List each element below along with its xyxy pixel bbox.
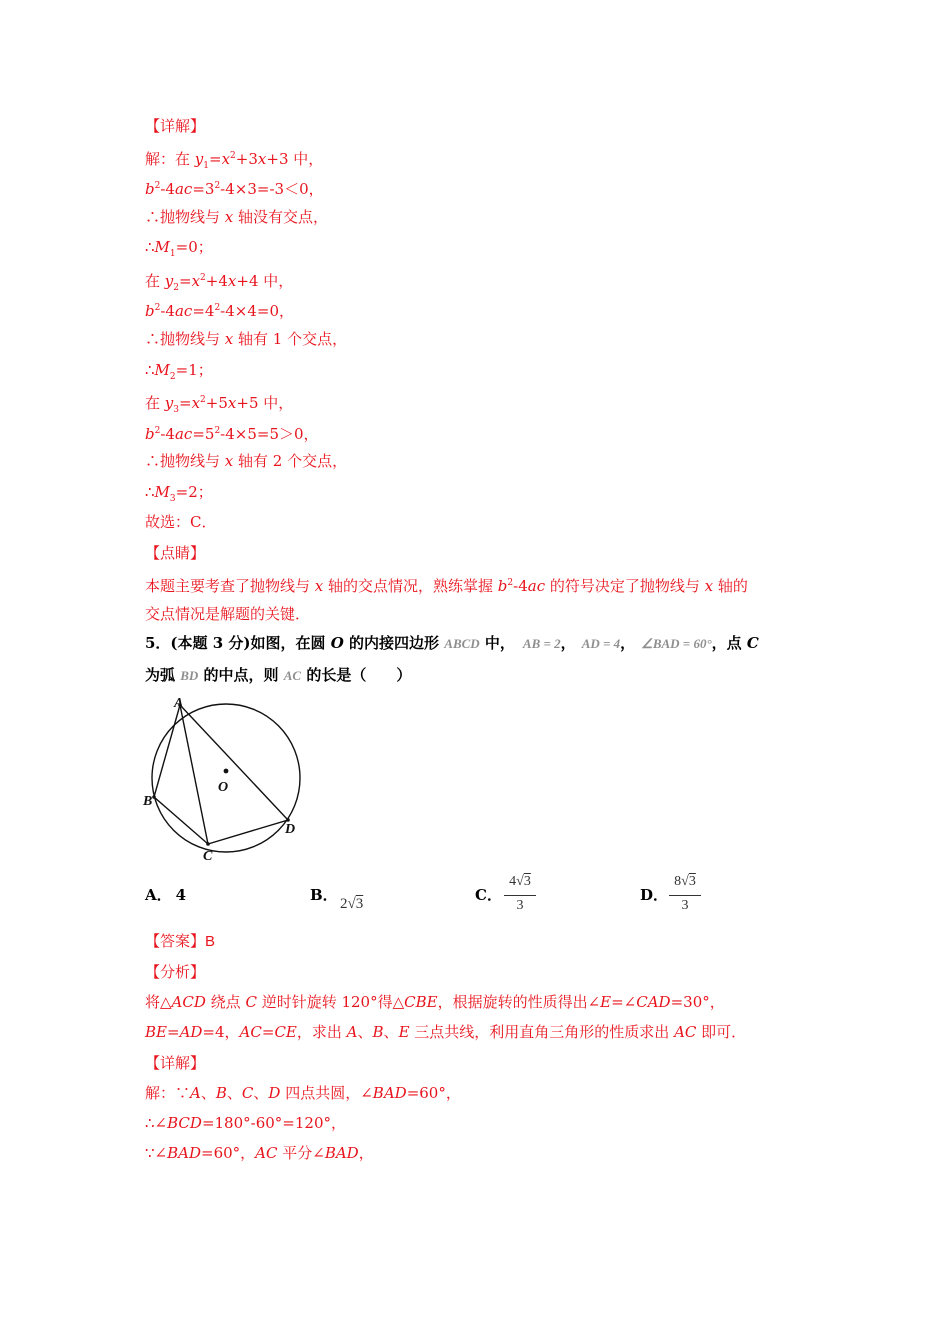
detail-line-2: ∴∠BCD=180°-60°=120°， [145, 1114, 346, 1132]
comment-line-1: 本题主要考查了抛物线与 x 轴的交点情况，熟练掌握 $b^2-4ac$ 的符号决定了抛物线与 x 轴的 [145, 577, 748, 595]
detail-heading: 【详解】 [145, 117, 206, 135]
label-d: D [285, 822, 296, 837]
circle-quadrilateral-figure [140, 692, 310, 867]
question-5-line-1: 5．(本题 3 分)如图，在圆 O 的内接四边形 ABCD 中， AB = 2， AD = 4， ∠BAD = 60°，点 C [145, 634, 759, 652]
label-o: O [218, 780, 229, 795]
option-b[interactable]: B． [310, 886, 338, 904]
option-d[interactable]: D． [640, 886, 669, 904]
solution-line-2: $b^2-4ac=3^2-4\times 3=-3<0$， [145, 180, 324, 198]
solution-line-4: $\therefore M_1=0$； [145, 238, 213, 259]
analysis-heading: 【分析】 [145, 963, 206, 981]
question-5-line-2: 为弧 BD 的中点，则 AC 的长是（ ） [145, 666, 412, 684]
detail-line-1: 解：∵A、B、C、D 四点共圆，∠BAD=60°， [145, 1084, 461, 1102]
center-point-o [224, 769, 229, 774]
analysis-line-2: BE=AD=4，AC=CE，求出 A、B、E 三点共线，利用直角三角形的性质求出 AC 即可． [145, 1023, 747, 1041]
solution-line-5: 在 $y_2=x^2+4x+4$ 中， [145, 272, 294, 293]
vertex-b-dot [152, 795, 156, 799]
solution-line-12: $\therefore M_3=2$； [145, 483, 213, 504]
solution-line-11: ∴抛物线与 x 轴有 2 个交点， [145, 452, 348, 470]
option-a[interactable]: A． 4 [145, 886, 187, 904]
page: 【详解】 解：在 $y_1=x^2+3x+3$ 中， $b^2-4ac=3^2-4\times 3=-3<0$， ∴抛物线与 x 轴没有交点， $\therefore M_1=0$； 在 $y_2=x^2+4x+4$ 中， $b^2-4ac=4^2-4\times 4=0$， ∴抛物线与 x 轴有 1 个交点， $\therefore M_2=1$； 在 $y_3=x^2+5x+5$ 中， $b^2-4ac=5^2-4\times 5=5>0$， ∴抛物线与 x 轴有 2 个交点， $\therefore M_3=2$； 故选：C． 【点睛】 本题主要考查了抛物线与 x 轴的交点情况，熟练掌握 $b^2-4ac$ 的符号决定了抛物线与 x 轴的 交点情况是解题的关键． 5．(本题 3 分)如图，在圆 O 的内接四边形 ABCD 中， AB = 2， AD = 4， ∠BAD = 60°，点 C 为弧 BD 的中点，则 AC 的长是（ ） A B C D O A． 4 B． 2√3 C． 4√3 3 D． 8√3 3 【答案】B 【分析】 将△ACD 绕点 C 逆时针旋转 120°得△CBE，根据旋转的性质得出∠E=∠CAD=30°， BE=AD=4，AC=CE，求出 A、B、E 三点共线，利用直角三角形的性质求出 AC 即可． 【详解】 解：∵A、B、C、D 四点共圆，∠BAD=60°， ∴∠BCD=180°-60°=120°， ∵∠BAD=60°，AC 平分∠BAD， [0, 0, 950, 1344]
label-c: C [203, 849, 213, 864]
comment-heading: 【点睛】 [145, 544, 206, 562]
solution-line-10: $b^2-4ac=5^2-4\times 5=5>0$， [145, 425, 319, 443]
answer-line: 【答案】B [145, 932, 216, 950]
detail-line-3: ∵∠BAD=60°，AC 平分∠BAD， [145, 1144, 374, 1162]
solution-line-3: ∴抛物线与 x 轴没有交点， [145, 208, 329, 226]
comment-line-2: 交点情况是解题的关键． [145, 605, 311, 623]
solution-line-9: 在 $y_3=x^2+5x+5$ 中， [145, 394, 294, 415]
option-c[interactable]: C． [475, 886, 502, 904]
solution-line-1: 解：在 $y_1=x^2+3x+3$ 中， [145, 150, 324, 171]
solution-line-8: $\therefore M_2=1$； [145, 361, 213, 382]
detail-heading-2: 【详解】 [145, 1054, 206, 1072]
vertex-c-dot [206, 842, 210, 846]
quadrilateral-abcd [154, 705, 288, 844]
label-b: B [143, 794, 153, 809]
solution-line-7: ∴抛物线与 x 轴有 1 个交点， [145, 330, 348, 348]
option-b-value: 2√3 [340, 896, 364, 912]
solution-line-6: $b^2-4ac=4^2-4\times 4=0$， [145, 302, 295, 320]
solution-line-13: 故选：C． [145, 513, 217, 531]
label-a: A [174, 696, 184, 711]
analysis-line-1: 将△ACD 绕点 C 逆时针旋转 120°得△CBE，根据旋转的性质得出∠E=∠CAD=30°， [145, 993, 725, 1011]
